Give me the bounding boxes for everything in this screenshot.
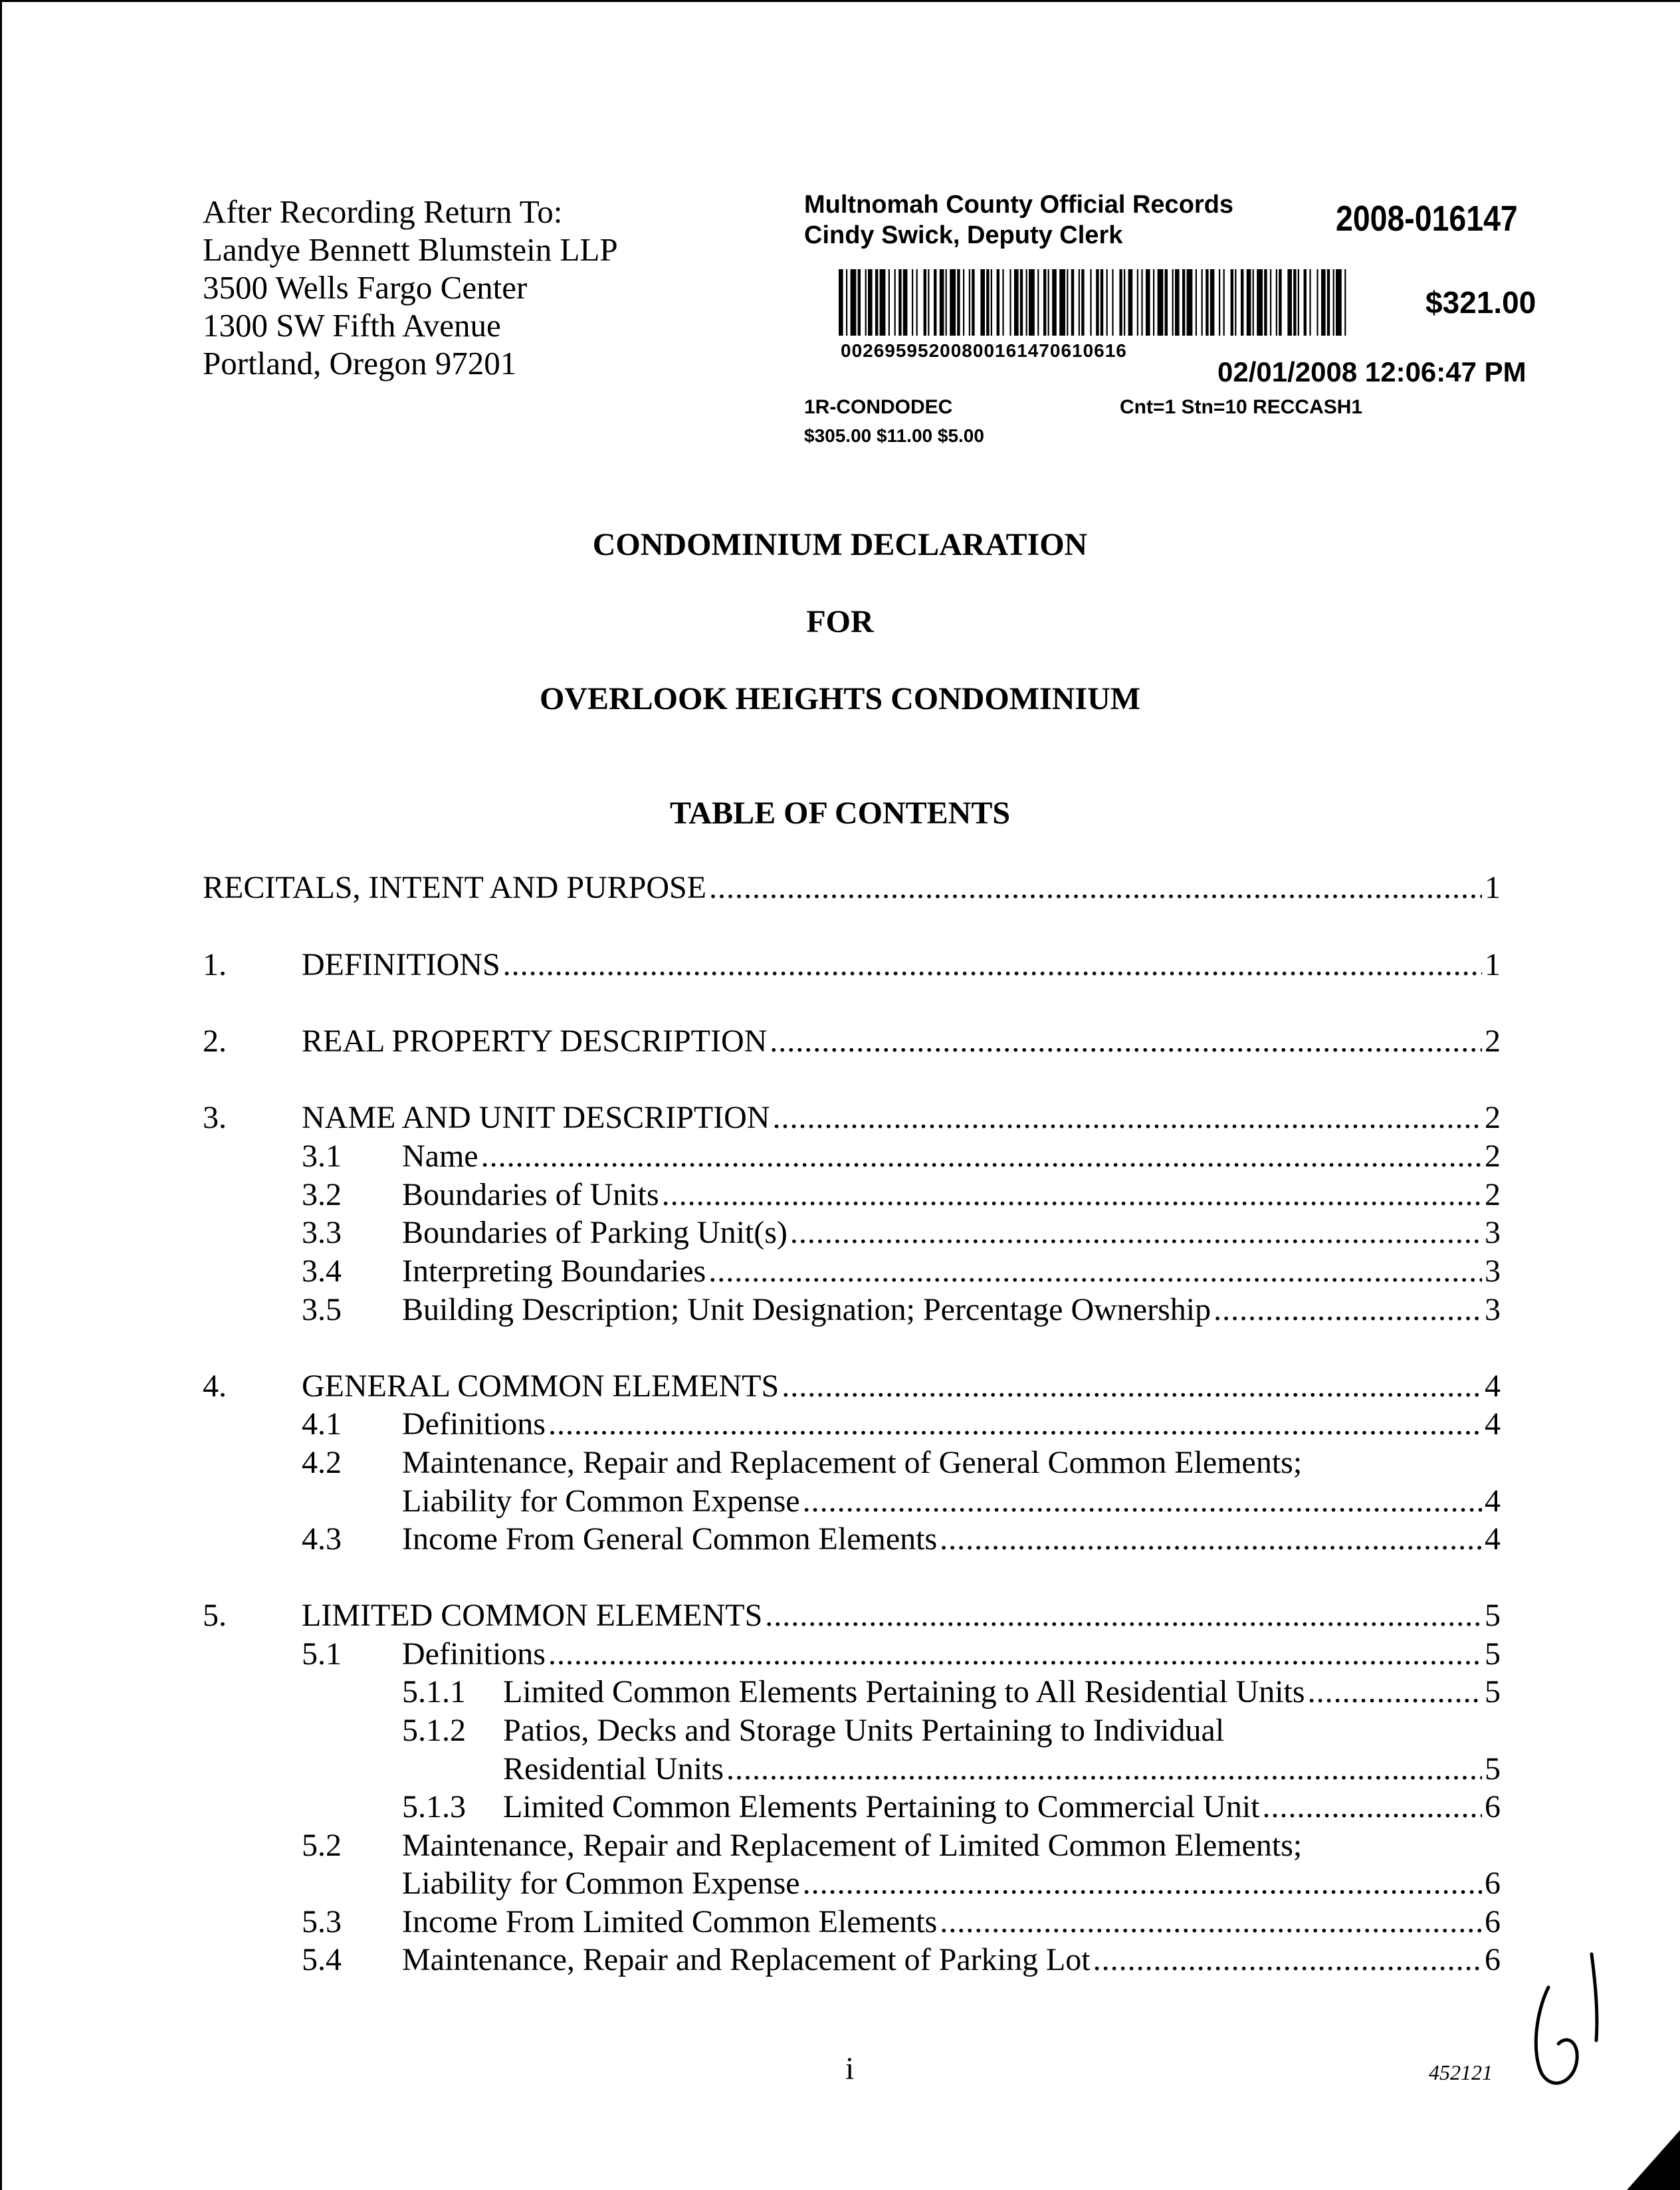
- barcode-bar: [1276, 269, 1277, 336]
- toc-entry-page: 5: [1485, 1598, 1501, 1633]
- toc-entry-title: Building Description; Unit Designation; Percentage Ownership: [402, 1292, 1211, 1327]
- toc-entry-page: 4: [1485, 1483, 1501, 1519]
- barcode-bar: [1309, 269, 1311, 336]
- toc-entry-page: 2: [1485, 1024, 1501, 1059]
- barcode-bar: [1287, 269, 1292, 336]
- toc-entry-page: 6: [1485, 1942, 1501, 1977]
- toc-entry-title: DEFINITIONS: [302, 947, 500, 982]
- barcode-bar: [1048, 269, 1049, 336]
- barcode-bar: [1316, 269, 1318, 336]
- toc-entry: [302, 1368, 1501, 1404]
- toc-entry-number: 3.: [203, 1100, 227, 1135]
- barcode-bar: [1175, 269, 1180, 336]
- barcode-bar: [980, 269, 985, 336]
- barcode-bar: [1304, 269, 1307, 336]
- toc-dot-leader: [790, 1214, 1482, 1251]
- toc-entry-title: GENERAL COMMON ELEMENTS: [302, 1369, 780, 1404]
- toc-entry-page: 2: [1485, 1100, 1501, 1135]
- barcode-bar: [889, 269, 890, 336]
- toc-entry-number: 2.: [203, 1024, 227, 1059]
- barcode-bar: [1153, 269, 1154, 336]
- toc-dot-leader: [709, 869, 1482, 906]
- toc-entry-number: 3.1: [302, 1139, 342, 1174]
- fee-breakdown: $305.00 $11.00 $5.00: [804, 425, 984, 446]
- barcode-bar: [1219, 269, 1220, 336]
- barcode-bar: [1043, 269, 1046, 336]
- barcode-bar: [1052, 269, 1057, 336]
- scan-edge-left: [0, 0, 2, 2190]
- barcode-bar: [912, 269, 913, 336]
- barcode-bar: [1333, 269, 1334, 336]
- toc-entry-number: 5.1.3: [402, 1789, 466, 1824]
- barcode-bar: [1137, 269, 1138, 336]
- scan-edge-top: [0, 0, 1680, 2]
- barcode-bar: [1071, 269, 1074, 336]
- barcode-bar: [986, 269, 989, 336]
- toc-entry: [402, 1636, 1501, 1672]
- toc-entry: [402, 1904, 1501, 1940]
- barcode-bar: [1257, 269, 1263, 336]
- return-address-line: Portland, Oregon 97201: [203, 345, 517, 382]
- toc-dot-leader: [726, 1751, 1482, 1787]
- barcode-bar: [1002, 269, 1003, 336]
- barcode-bar: [858, 269, 861, 336]
- barcode-bar: [1106, 269, 1108, 336]
- barcode-bar: [950, 269, 956, 336]
- toc-entry-page: 3: [1485, 1215, 1501, 1250]
- document-number: 2008-016147: [1336, 199, 1518, 239]
- toc-entry-number: 1.: [203, 947, 227, 982]
- toc-dot-leader: [772, 1099, 1482, 1136]
- barcode-bar: [1096, 269, 1099, 336]
- barcode-bar: [1128, 269, 1133, 336]
- barcode-bar: [1146, 269, 1150, 336]
- barcode-bar: [846, 269, 847, 336]
- toc-entry-title: Liability for Common Expense: [402, 1866, 800, 1901]
- toc-entry-page: 4: [1485, 1406, 1501, 1442]
- barcode-bar: [1279, 269, 1281, 336]
- barcode-bar: [963, 269, 964, 336]
- toc-entry-title: Income From Limited Common Elements: [402, 1904, 938, 1939]
- toc-entry-page: 4: [1485, 1369, 1501, 1404]
- toc-entry-title: Limited Common Elements Pertaining to All Residential Units: [503, 1674, 1305, 1709]
- toc-entry-number: 3.2: [302, 1177, 342, 1212]
- toc-dot-leader: [782, 1368, 1482, 1404]
- barcode: [839, 269, 1348, 336]
- toc-entry: [302, 1099, 1501, 1136]
- barcode-bar: [1029, 269, 1035, 336]
- return-address-line: 3500 Wells Fargo Center: [203, 269, 528, 306]
- handwritten-mark: [1522, 1947, 1622, 2100]
- barcode-bar: [972, 269, 974, 336]
- document-code: 452121: [1429, 2060, 1493, 2084]
- barcode-bar: [946, 269, 947, 336]
- toc-entry: [402, 1214, 1501, 1251]
- toc-entry-title-first-line: Patios, Decks and Storage Units Pertaining to Individual: [503, 1713, 1225, 1748]
- document-title: CONDOMINIUM DECLARATION: [592, 527, 1088, 562]
- barcode-bar: [1165, 269, 1168, 336]
- barcode-bar: [1223, 269, 1225, 336]
- toc-entry: [402, 1521, 1501, 1557]
- toc-entry: [302, 946, 1501, 983]
- toc-entry-page: 2: [1485, 1177, 1501, 1212]
- toc-dot-leader: [765, 1597, 1482, 1634]
- barcode-bar: [868, 269, 873, 336]
- barcode-bar: [1293, 269, 1296, 336]
- toc-entry-title: REAL PROPERTY DESCRIPTION: [302, 1024, 768, 1059]
- toc-entry-number: 5.1: [302, 1636, 342, 1672]
- recording-datetime: 02/01/2008 12:06:47 PM: [1217, 356, 1526, 387]
- barcode-bar: [1235, 269, 1236, 336]
- barcode-bar: [1124, 269, 1125, 336]
- return-address-line: 1300 SW Fifth Avenue: [203, 307, 501, 344]
- toc-entry-title: Residential Units: [503, 1751, 724, 1787]
- barcode-bar: [1037, 269, 1039, 336]
- toc-dot-leader: [548, 1636, 1482, 1672]
- toc-entry-number: 3.5: [302, 1292, 342, 1327]
- toc-entry-title: Interpreting Boundaries: [402, 1254, 706, 1289]
- toc-entry-title: Boundaries of Parking Unit(s): [402, 1215, 788, 1250]
- toc-dot-leader: [803, 1865, 1482, 1902]
- barcode-bar: [969, 269, 970, 336]
- station-counts: Cnt=1 Stn=10 RECCASH1: [1120, 396, 1363, 418]
- toc-entry: [503, 1789, 1501, 1825]
- toc-entry-title: Definitions: [402, 1406, 546, 1442]
- toc-entry-page: 6: [1485, 1866, 1501, 1901]
- toc-entry-title: Boundaries of Units: [402, 1177, 659, 1212]
- toc-entry-page: 3: [1485, 1254, 1501, 1289]
- toc-entry: [302, 1597, 1501, 1634]
- barcode-bar: [1327, 269, 1330, 336]
- toc-entry-title: LIMITED COMMON ELEMENTS: [302, 1598, 763, 1633]
- toc-dot-leader: [548, 1406, 1482, 1442]
- barcode-bar: [1090, 269, 1091, 336]
- barcode-bar: [1231, 269, 1233, 336]
- document-title-for: FOR: [806, 604, 874, 639]
- toc-entry: [402, 1941, 1501, 1978]
- barcode-bar: [1202, 269, 1203, 336]
- barcode-bar: [940, 269, 944, 336]
- barcode-bar: [1059, 269, 1065, 336]
- toc-entry-page: 5: [1485, 1636, 1501, 1672]
- return-address: [203, 193, 618, 382]
- toc-dot-leader: [1263, 1789, 1483, 1825]
- county-name: Multnomah County Official Records: [804, 191, 1234, 219]
- toc-entry: [503, 1751, 1501, 1787]
- toc-dot-leader: [1093, 1941, 1482, 1978]
- toc-entry-number: 5.1.1: [402, 1674, 466, 1709]
- barcode-bar: [865, 269, 867, 336]
- toc-entry-page: 5: [1485, 1674, 1501, 1709]
- barcode-bar: [1187, 269, 1193, 336]
- barcode-bar: [1026, 269, 1027, 336]
- toc-entry-title: Liability for Common Expense: [402, 1483, 800, 1519]
- toc-entry-page: 6: [1485, 1904, 1501, 1939]
- barcode-bar: [903, 269, 908, 336]
- barcode-bar: [1020, 269, 1023, 336]
- barcode-bar: [997, 269, 999, 336]
- barcode-bar: [1206, 269, 1208, 336]
- barcode-bar: [1158, 269, 1164, 336]
- toc-entry-title: RECITALS, INTENT AND PURPOSE: [203, 870, 706, 905]
- toc-entry: [302, 1023, 1501, 1059]
- toc-entry: [402, 1406, 1501, 1442]
- barcode-bar: [898, 269, 901, 336]
- barcode-bar: [928, 269, 929, 336]
- toc-dot-leader: [708, 1253, 1482, 1289]
- barcode-bar: [894, 269, 896, 336]
- toc-entry-title-first-line: Maintenance, Repair and Replacement of General Common Elements;: [402, 1445, 1303, 1480]
- fee-total: $321.00: [1425, 285, 1536, 320]
- toc-entry-number: 5.3: [302, 1904, 342, 1939]
- barcode-bar: [875, 269, 878, 336]
- toc-entry-page: 2: [1485, 1139, 1501, 1174]
- barcode-bar: [839, 269, 843, 336]
- barcode-digits: 00269595200800161470610616: [841, 340, 1127, 361]
- toc-entry-page: 3: [1485, 1292, 1501, 1327]
- toc-dot-leader: [770, 1023, 1482, 1059]
- toc-entry: [402, 1865, 1501, 1902]
- toc-entry-number: 4.2: [302, 1445, 342, 1480]
- barcode-bar: [1141, 269, 1142, 336]
- barcode-bar: [1119, 269, 1122, 336]
- barcode-bar: [916, 269, 918, 336]
- toc-dot-leader: [662, 1176, 1482, 1213]
- toc-entry: [203, 869, 1501, 906]
- barcode-bar: [1264, 269, 1267, 336]
- toc-entry-title: Income From General Common Elements: [402, 1521, 938, 1557]
- toc-entry-number: 5.1.2: [402, 1713, 466, 1748]
- barcode-bar: [1079, 269, 1080, 336]
- toc-entry: [402, 1483, 1501, 1519]
- toc-entry: [503, 1674, 1501, 1710]
- barcode-bar: [1270, 269, 1271, 336]
- toc-dot-leader: [1213, 1291, 1482, 1328]
- toc-entry-page: 6: [1485, 1789, 1501, 1824]
- toc-heading: TABLE OF CONTENTS: [669, 796, 1011, 831]
- barcode-bar: [1253, 269, 1254, 336]
- toc-dot-leader: [803, 1483, 1482, 1519]
- barcode-bar: [1081, 269, 1084, 336]
- toc-entry-title: Maintenance, Repair and Replacement of Parking Lot: [402, 1942, 1091, 1977]
- return-address-line: After Recording Return To:: [203, 193, 563, 230]
- barcode-bar: [1344, 269, 1346, 336]
- recording-stamp-header: [804, 189, 1233, 251]
- toc-entry: [402, 1176, 1501, 1213]
- barcode-bar: [934, 269, 936, 336]
- barcode-bar: [1196, 269, 1197, 336]
- toc-dot-leader: [481, 1138, 1482, 1174]
- barcode-bar: [880, 269, 886, 336]
- toc-entry-page: 1: [1485, 947, 1501, 982]
- barcode-bar: [1009, 269, 1011, 336]
- barcode-bar: [1321, 269, 1326, 336]
- toc-dot-leader: [1308, 1674, 1482, 1710]
- toc-entry-number: 5.4: [302, 1942, 342, 1977]
- toc-dot-leader: [940, 1904, 1482, 1940]
- clerk-name: Cindy Swick, Deputy Clerk: [804, 221, 1123, 249]
- barcode-bar: [1241, 269, 1243, 336]
- barcode-bar: [1298, 269, 1299, 336]
- barcode-bar: [851, 269, 857, 336]
- toc-entry-number: 5.: [203, 1598, 227, 1633]
- condominium-name: OVERLOOK HEIGHTS CONDOMINIUM: [539, 681, 1141, 716]
- barcode-bar: [1210, 269, 1215, 336]
- toc-entry-title: NAME AND UNIT DESCRIPTION: [302, 1100, 770, 1135]
- barcode-bar: [1101, 269, 1103, 336]
- return-address-line: Landye Bennett Blumstein LLP: [203, 231, 618, 268]
- toc-entry-title: Name: [402, 1139, 478, 1174]
- toc-entry-page: 4: [1485, 1521, 1501, 1557]
- toc-entry-title: Limited Common Elements Pertaining to Commercial Unit: [503, 1789, 1260, 1824]
- toc-entry-number: 3.3: [302, 1215, 342, 1250]
- page-number: i: [845, 2051, 855, 2086]
- barcode-bar: [957, 269, 960, 336]
- barcode-bar: [924, 269, 926, 336]
- barcode-bar: [1182, 269, 1185, 336]
- barcode-bar: [1336, 269, 1342, 336]
- toc-dot-leader: [503, 946, 1482, 983]
- barcode-bar: [1172, 269, 1174, 336]
- toc-entry-page: 5: [1485, 1751, 1501, 1787]
- toc-entry-number: 4.1: [302, 1406, 342, 1442]
- toc-dot-leader: [940, 1521, 1482, 1557]
- barcode-bar: [991, 269, 992, 336]
- toc-entry: [402, 1253, 1501, 1289]
- barcode-bar: [1247, 269, 1251, 336]
- toc-entry-title-first-line: Maintenance, Repair and Replacement of Limited Common Elements;: [402, 1828, 1303, 1863]
- toc-entry-title: Definitions: [402, 1636, 546, 1672]
- barcode-bar: [1112, 269, 1113, 336]
- toc-entry: [402, 1138, 1501, 1174]
- document-type: 1R-CONDODEC: [804, 396, 953, 418]
- barcode-bar: [1067, 269, 1068, 336]
- toc-entry-number: 4.3: [302, 1521, 342, 1557]
- toc-entry-number: 5.2: [302, 1828, 342, 1863]
- scan-corner-mark: [1627, 2130, 1680, 2190]
- toc-entry: [402, 1291, 1501, 1328]
- barcode-bar: [1014, 269, 1019, 336]
- toc-entry-number: 4.: [203, 1369, 227, 1404]
- toc-entry-number: 3.4: [302, 1254, 342, 1289]
- toc-entry-page: 1: [1485, 870, 1501, 905]
